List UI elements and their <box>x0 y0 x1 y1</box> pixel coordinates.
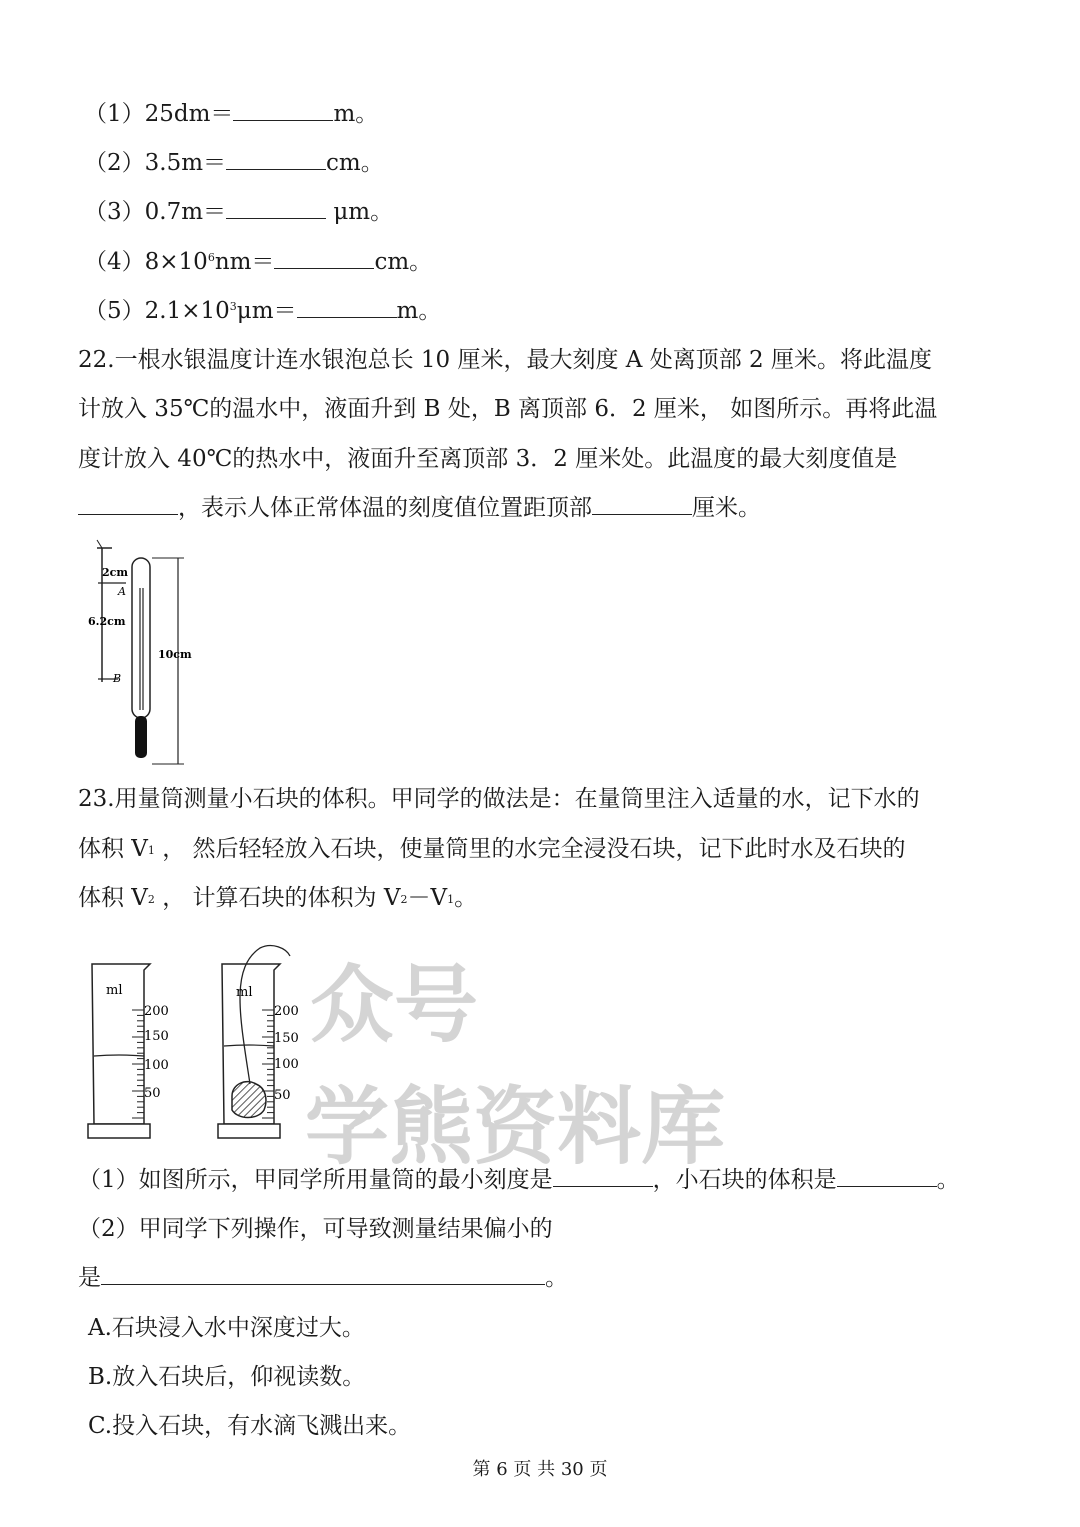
q21-item-3: （3）0.7m＝ μm。 <box>84 196 393 228</box>
cyl1-tick-200: 200 <box>144 1004 169 1019</box>
watermark-line1: 众号 <box>310 956 479 1054</box>
cyl2-tick-150: 150 <box>274 1031 299 1046</box>
watermark-line2: 学熊资料库 <box>305 1078 726 1176</box>
answer-blank[interactable] <box>297 295 397 318</box>
q22-line2: 计放入 35℃的温水中，液面升到 B 处，B 离顶部 6．2 厘米， 如图所示。再将此温 <box>78 396 938 422</box>
q22-line1: 22.一根水银温度计连水银泡总长 10 厘米，最大刻度 A 处离顶部 2 厘米。将此温度 <box>78 347 932 373</box>
measuring-cylinder-after <box>210 938 320 1144</box>
thermometer-figure <box>88 538 208 770</box>
page-footer: 第 6 页 共 30 页 <box>472 1459 608 1480</box>
label-10cm: 10cm <box>158 648 192 661</box>
measuring-cylinder-before <box>84 958 184 1144</box>
cyl2-tick-200: 200 <box>274 1004 299 1019</box>
q21-item-5: $(5)2.1\times 10^3\mu m= m$。 <box>84 295 441 327</box>
answer-blank[interactable] <box>274 246 374 269</box>
q23-line1: 23.用量筒测量小石块的体积。甲同学的做法是：在量筒里注入适量的水，记下水的 <box>78 786 920 812</box>
q21-item-1: （1）25dm＝ m。 <box>84 98 378 130</box>
q23-line2: 体积 $V_1$ ， 然后轻轻放入石块，使量筒里的水完全浸没石块，记下此时水及石块的 <box>78 836 906 862</box>
q22-line4: ，表示人体正常体温的刻度值位置距顶部 厘米。 <box>78 492 761 524</box>
label-6.2cm: 6.2cm <box>88 615 126 628</box>
option-c: C.投入石块，有水滴飞溅出来。 <box>88 1413 412 1439</box>
answer-blank[interactable] <box>553 1164 653 1187</box>
answer-blank[interactable] <box>226 147 326 170</box>
q21-item-2: （2）3.5m＝ cm。 <box>84 147 384 179</box>
label-B: B <box>113 672 122 685</box>
q23-line3: 体积 $V_2$ ， 计算石块的体积为 $V_2-V_1$。 <box>78 885 478 911</box>
answer-blank[interactable] <box>78 492 178 515</box>
answer-blank[interactable] <box>837 1164 937 1187</box>
option-a: A.石块浸入水中深度过大。 <box>88 1315 365 1341</box>
label-2cm: 2cm <box>102 566 128 579</box>
q22-line3: 度计放入 40℃的热水中，液面升至离顶部 3．2 厘米处。此温度的最大刻度值是 <box>78 446 898 472</box>
option-b: B.放入石块后，仰视读数。 <box>88 1364 366 1390</box>
cyl1-tick-150: 150 <box>144 1029 169 1044</box>
answer-blank[interactable] <box>592 492 692 515</box>
label-A: A <box>118 585 126 598</box>
answer-blank[interactable] <box>226 196 326 219</box>
q21-item-4: $(4)8\times 10^6nm=$ cm。 <box>84 246 432 278</box>
cyl2-tick-50: 50 <box>274 1088 291 1103</box>
answer-blank[interactable] <box>233 98 333 121</box>
cyl1-tick-50: 50 <box>144 1086 161 1101</box>
cyl1-tick-100: 100 <box>144 1058 169 1073</box>
cyl2-unit: ml <box>236 985 253 1000</box>
cyl1-unit: ml <box>106 983 123 998</box>
q23-sub2-answer: 是 。 <box>78 1262 568 1294</box>
q23-sub2: （2）甲同学下列操作，可导致测量结果偏小的 <box>78 1216 553 1242</box>
q23-sub1: （1）如图所示，甲同学所用量筒的最小刻度是 ，小石块的体积是 。 <box>78 1164 960 1196</box>
answer-blank[interactable] <box>101 1262 545 1285</box>
cyl2-tick-100: 100 <box>274 1057 299 1072</box>
